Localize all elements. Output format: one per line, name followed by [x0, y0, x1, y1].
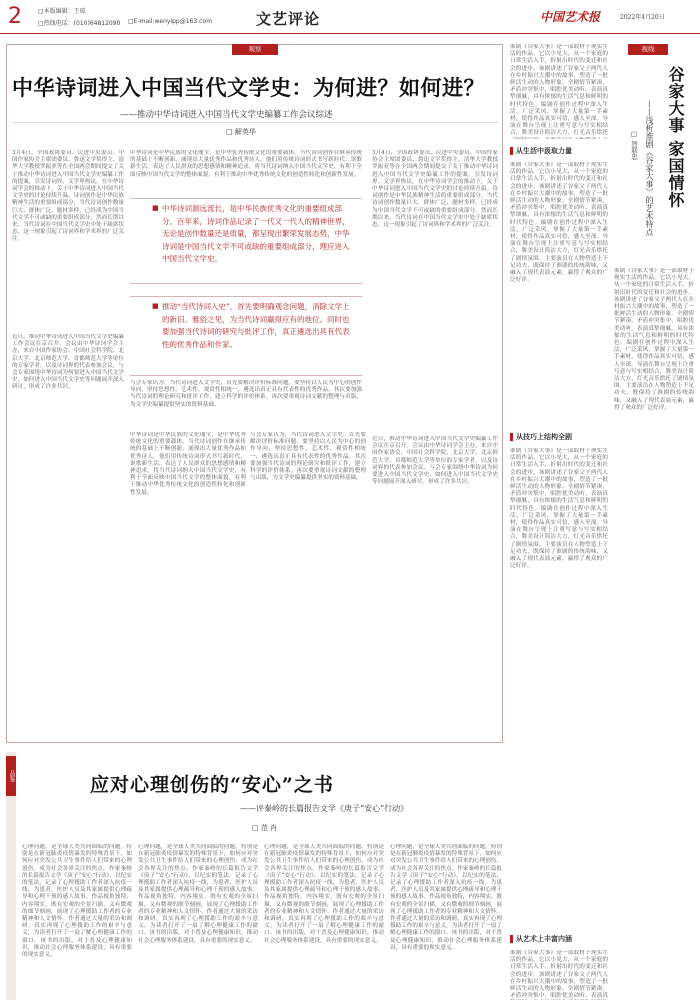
mid-col-3: 淮剧《谷家大事》是一部取材于现实生活的作品，它以小见大，从一个家庭的日常生活入手，折射出时代的变迁和社会的进步。该剧讲述了谷家父子两代人在乡村振兴大潮中的故事，塑造了一批鲜活生动的人物形象。全剧情节紧凑，矛盾冲突集中，唱腔优美动听，表演真: [510, 950, 608, 1000]
article1-author: □ 解英华: [226, 128, 256, 136]
mid-section-3-label: 从艺术上丰富内涵: [516, 934, 572, 943]
quote-bullet-1: ■: [152, 204, 159, 212]
article1-title-rule: [12, 122, 498, 123]
article1-col2-low-a: 中华诗词是中华民族的文化瑰宝，是中华优秀传统文化的重要载体。当代诗词创作在继承传统的基础上不断创新，涌现出大量优秀作品和优秀诗人。他们用传统诗词形式书写新时代、讴歌新生活，表达了人民群众的思想感情和精神追求。将当代诗词纳入中国当代文学史，有利于全面反映中国当代文学的整体面貌，有利于推动中华优秀传统文化的创造性转化和创新性发展。: [130, 432, 246, 496]
quote-bullet-2: ■: [152, 302, 159, 310]
sidebar-subtitle: ——浅析淮剧《谷家大事》的艺术特点: [645, 100, 654, 236]
article2-author: □ 范 肖: [252, 824, 278, 832]
phone-line: □热线电话：(010)64812090: [38, 20, 121, 27]
mid-col-top: 淮剧《谷家大事》是一部取材于现实生活的作品，它以小见大，从一个家庭的日常生活入手，折射出时代的变迁和社会的进步。该剧讲述了谷家父子两代人在乡村振兴大潮中的故事，塑造了一批鲜活生动的人物形象。全剧情节紧凑，矛盾冲突集中，唱腔优美动听，表演真挚细腻，具有浓郁的生活气息和鲜明的时代特色。编剧在创作过程中深入生活，广泛采风，掌握了大量第一手素材，使得作品真实可信，感人至深。导演在舞台呈现上注重写意与写实相结合，舞美设计简洁大方，灯光音乐烘托: [510, 44, 608, 137]
article2-col1: 心理问题，是全球人类共同面临的问题。特别是在新冠肺炎疫情暴发的特殊背景下，如何应对突发公共卫生事件给人们带来的心理创伤，成为社会各界关注的焦点。作家秦岭的长篇报告文学《庚子“安心”行动》，以纪实的笔法，记录了心理援助工作者深入抗疫一线，为患者、医护人员及其家属提供心理疏导和心理干预的感人故事。作品视角独特，内容翔实，既有宏观的全景扫描，又有微观的细节刻画，展现了心理援助工作者的专业精神和人文情怀。作者通过大量的采访和调研，真实再现了心理援助工作的艰辛与意义，为读者打开了一扇了解心理健康工作的窗口。该书的出版，对于普及心理健康知识，推动社会心理服务体系建设，具有重要的现实意义。: [22, 844, 132, 959]
header-rule: [0, 33, 700, 34]
article1-col1-mid: 近日，推动中华诗词进入中国当代文学史编纂工作会议在京召开。会议由中华诗词学会主办，来自中国作家协会、中国社会科学院、北京大学、北京师范大学、首都师范大学等单位的专家学者，以及诗词界的代表参加会议。与会专家围绕中华诗词为何要进入中国当代文学史、如何进入中国当代文学史等问题展开深入研讨，形成了许多共识。: [12, 334, 124, 391]
sidebar-title: 谷家大事 家国情怀: [666, 66, 685, 209]
article2-col2: 心理问题，是全球人类共同面临的问题。特别是在新冠肺炎疫情暴发的特殊背景下，如何应对突发公共卫生事件给人们带来的心理创伤，成为社会各界关注的焦点。作家秦岭的长篇报告文学《庚子“安心”行动》，以纪实的笔法，记录了心理援助工作者深入抗疫一线，为患者、医护人员及其家属提供心理疏导和心理干预的感人故事。作品视角独特，内容翔实，既有宏观的全景扫描，又有微观的细节刻画，展现了心理援助工作者的专业精神和人文情怀。作者通过大量的采访和调研，真实再现了心理援助工作的艰辛与意义，为读者打开了一扇了解心理健康工作的窗口。该书的出版，对于普及心理健康知识，推动社会心理服务体系建设，具有重要的现实意义。: [138, 844, 258, 944]
article1-col2-top: 中华诗词是中华民族的文化瑰宝，是中华优秀传统文化的重要载体。当代诗词创作在继承传统的基础上不断创新，涌现出大量优秀作品和优秀诗人。他们用传统诗词形式书写新时代、讴歌新生活，表达了人民群众的思想感情和精神追求。将当代诗词纳入中国当代文学史，有利于全面反映中国当代文学的整体面貌，有利于推动中华优秀传统文化的创造性转化和创新性发展。: [130, 150, 362, 178]
article2-title: 应对心理创伤的“安心”之书: [90, 774, 334, 796]
page-number: 2: [8, 4, 22, 29]
mid-section-2-label: 从技巧上结构全剧: [516, 432, 572, 441]
quote-1: 中华诗词源远流长，是中华民族优秀文化的重要组成部分。百年来，诗词作品记录了一代又一代人的精神世界，无论是创作数量还是质量，都呈现出繁荣发展态势，中华诗词是中国当代文学不可或缺的重要组成部分，理应进入中国当代文学史。: [162, 204, 350, 263]
article2-tag: 品鉴: [6, 756, 16, 796]
section-title: 文艺评论: [256, 10, 321, 28]
article1-tag: 观察: [232, 44, 278, 55]
article1-col3: 3月4日，全国政协委员、民进中央委员、中国作家协会主席团委员、鲁迅文学奖得主、清华大学教授罗振亚等在全国两会期间提交了关于推动中华诗词进入中国当代文学史编纂工作的提案，引发诗词界、文学界热议。在中华诗词学会的推动下，关于中华诗词进入中国当代文学史的讨论持续升温。诗词创作是中华民族精神生活的重要组成部分，当代诗词创作数量巨大、群体广泛、题材多样，已经成为中国当代文学不可或缺的重要组成部分。然而长期以来，当代诗词在中国当代文学史中处于缺席状态，这一现象引起了诗词界和学术界的广泛关注。: [372, 150, 498, 229]
masthead: 中国艺术报: [540, 10, 601, 24]
article2-col4: 心理问题，是全球人类共同面临的问题。特别是在新冠肺炎疫情暴发的特殊背景下，如何应对突发公共卫生事件给人们带来的心理创伤，成为社会各界关注的焦点。作家秦岭的长篇报告文学《庚子“安心”行动》，以纪实的笔法，记录了心理援助工作者深入抗疫一线，为患者、医护人员及其家属提供心理疏导和心理干预的感人故事。作品视角独特，内容翔实，既有宏观的全景扫描，又有微观的细节刻画，展现了心理援助工作者的专业精神和人文情怀。作者通过大量的采访和调研，真实再现了心理援助工作的艰辛与意义，为读者打开了一扇了解心理健康工作的窗口。该书的出版，对于普及心理健康知识，推动社会心理服务体系建设，具有重要的现实意义。: [390, 844, 502, 951]
sidebar-body: 淮剧《谷家大事》是一部取材于现实生活的作品，它以小见大，从一个家庭的日常生活入手，折射出时代的变迁和社会的进步。该剧讲述了谷家父子两代人在乡村振兴大潮中的故事，塑造了一批鲜活生动的人物形象。全剧情节紧凑，矛盾冲突集中，唱腔优美动听，表演真挚细腻，具有浓郁的生活气息和鲜明的时代特色。编剧在创作过程中深入生活，广泛采风，掌握了大量第一手素材，使得作品真实可信，感人至深。导演在舞台呈现上注重写意与写实相结合，舞美设计简洁大方，灯光音乐烘托了剧情氛围。主要演员在人物塑造上下足功夫，既保持了淮剧的传统韵味，又融入了现代表演元素，赢得了观众的广泛好评。: [614, 268, 694, 411]
mid-col-2: 淮剧《谷家大事》是一部取材于现实生活的作品，它以小见大，从一个家庭的日常生活入手，折射出时代的变迁和社会的进步。该剧讲述了谷家父子两代人在乡村振兴大潮中的故事，塑造了一批鲜活生动的人物形象。全剧情节紧凑，矛盾冲突集中，唱腔优美动听，表演真挚细腻，具有浓郁的生活气息和鲜明的时代特色。编剧在创作过程中深入生活，广泛采风，掌握了大量第一手素材，使得作品真实可信，感人至深。导演在舞台呈现上注重写意与写实相结合，舞美设计简洁大方，灯光音乐烘托了剧情氛围。主要演员在人物塑造上下足功夫，既保持了淮剧的传统韵味，又融入了现代表演元素，赢得了观众的广泛好评。: [510, 448, 608, 570]
article2-subtitle: ——评秦岭的长篇报告文学《庚子“安心”行动》: [240, 804, 409, 813]
article1-col2-low-b: 与会专家认为，当代诗词进入文学史，首先要解决评价标准问题。要坚持以人民为中心的创作导向，坚持思想性、艺术性、观赏性相统一，遴选出真正具有代表性的优秀作品。其次要加强当代诗词的理论研究和批评工作，建立科学的评价体系。再次要重视诗词文献的整理与出版，为文学史编纂提供坚实的资料基础。: [250, 432, 366, 482]
article1-col3-low: 近日，推动中华诗词进入中国当代文学史编纂工作会议在京召开。会议由中华诗词学会主办，来自中国作家协会、中国社会科学院、北京大学、北京师范大学、首都师范大学等单位的专家学者，以及诗词界的代表参加会议。与会专家围绕中华诗词为何要进入中国当代文学史、如何进入中国当代文学史等问题展开深入研讨，形成了许多共识。: [372, 436, 498, 486]
mid-section-1: [510, 146, 572, 156]
article1-col1-top: 3月4日，全国政协委员、民进中央委员、中国作家协会主席团委员、鲁迅文学奖得主、清华大学教授罗振亚等在全国两会期间提交了关于推动中华诗词进入中国当代文学史编纂工作的提案，引发诗词界、文学界热议。在中华诗词学会的推动下，关于中华诗词进入中国当代文学史的讨论持续升温。诗词创作是中华民族精神生活的重要组成部分，当代诗词创作数量巨大、群体广泛、题材多样，已经成为中国当代文学不可或缺的重要组成部分。然而长期以来，当代诗词在中国当代文学史中处于缺席状态，这一现象引起了诗词界和学术界的广泛关注。: [12, 150, 124, 243]
article1-title: 中华诗词进入中国当代文学史：为何进？如何进？: [12, 75, 485, 100]
mid-col-1: 淮剧《谷家大事》是一部取材于现实生活的作品，它以小见大，从一个家庭的日常生活入手，折射出时代的变迁和社会的进步。该剧讲述了谷家父子两代人在乡村振兴大潮中的故事，塑造了一批鲜活生动的人物形象。全剧情节紧凑，矛盾冲突集中，唱腔优美动听，表演真挚细腻，具有浓郁的生活气息和鲜明的时代特色。编剧在创作过程中深入生活，广泛采风，掌握了大量第一手素材，使得作品真实可信，感人至深。导演在舞台呈现上注重写意与写实相结合，舞美设计简洁大方，灯光音乐烘托了剧情氛围。主要演员在人物塑造上下足功夫，既保持了淮剧的传统韵味，又融入了现代表演元素，赢得了观众的广泛好评。: [510, 162, 608, 284]
article1-subtitle: ——推动中华诗词进入中国当代文学史编纂工作会议综述: [120, 110, 333, 120]
article1-col2-mid: 与会专家认为，当代诗词进入文学史，首先要解决评价标准问题。要坚持以人民为中心的创作导向，坚持思想性、艺术性、观赏性相统一，遴选出真正具有代表性的优秀作品。其次要加强当代诗词的理论研究和批评工作，建立科学的评价体系。再次要重视诗词文献的整理与出版，为文学史编纂提供坚实的资料基础。: [130, 380, 362, 408]
editor-line: □本版编辑：王琼: [38, 8, 86, 15]
quote-2: 推动“当代诗词入史”，首先要明确观念问题，消除文学上的新旧、雅俗之见，为当代诗词赢得应有的地位。同时也要加强当代诗词的研究与批评工作，真正遴选出具有代表性的优秀作品和作家。: [162, 302, 350, 349]
mid-section-3: [510, 934, 572, 944]
sidebar-tag: 视线: [628, 44, 668, 55]
mid-section-2: [510, 432, 572, 442]
email-line: □E-mail:wenyipp@163.com: [128, 18, 212, 25]
mid-section-1-label: 从生活中汲取力量: [516, 146, 572, 155]
article2-col3: 心理问题，是全球人类共同面临的问题。特别是在新冠肺炎疫情暴发的特殊背景下，如何应对突发公共卫生事件给人们带来的心理创伤，成为社会各界关注的焦点。作家秦岭的长篇报告文学《庚子“安心”行动》，以纪实的笔法，记录了心理援助工作者深入抗疫一线，为患者、医护人员及其家属提供心理疏导和心理干预的感人故事。作品视角独特，内容翔实，既有宏观的全景扫描，又有微观的细节刻画，展现了心理援助工作者的专业精神和人文情怀。作者通过大量的采访和调研，真实再现了心理援助工作的艰辛与意义，为读者打开了一扇了解心理健康工作的窗口。该书的出版，对于普及心理健康知识，推动社会心理服务体系建设，具有重要的现实意义。: [264, 844, 384, 944]
issue-date: 2022年4月20日: [620, 14, 665, 21]
sidebar-author: □ 智联忠: [630, 130, 638, 160]
